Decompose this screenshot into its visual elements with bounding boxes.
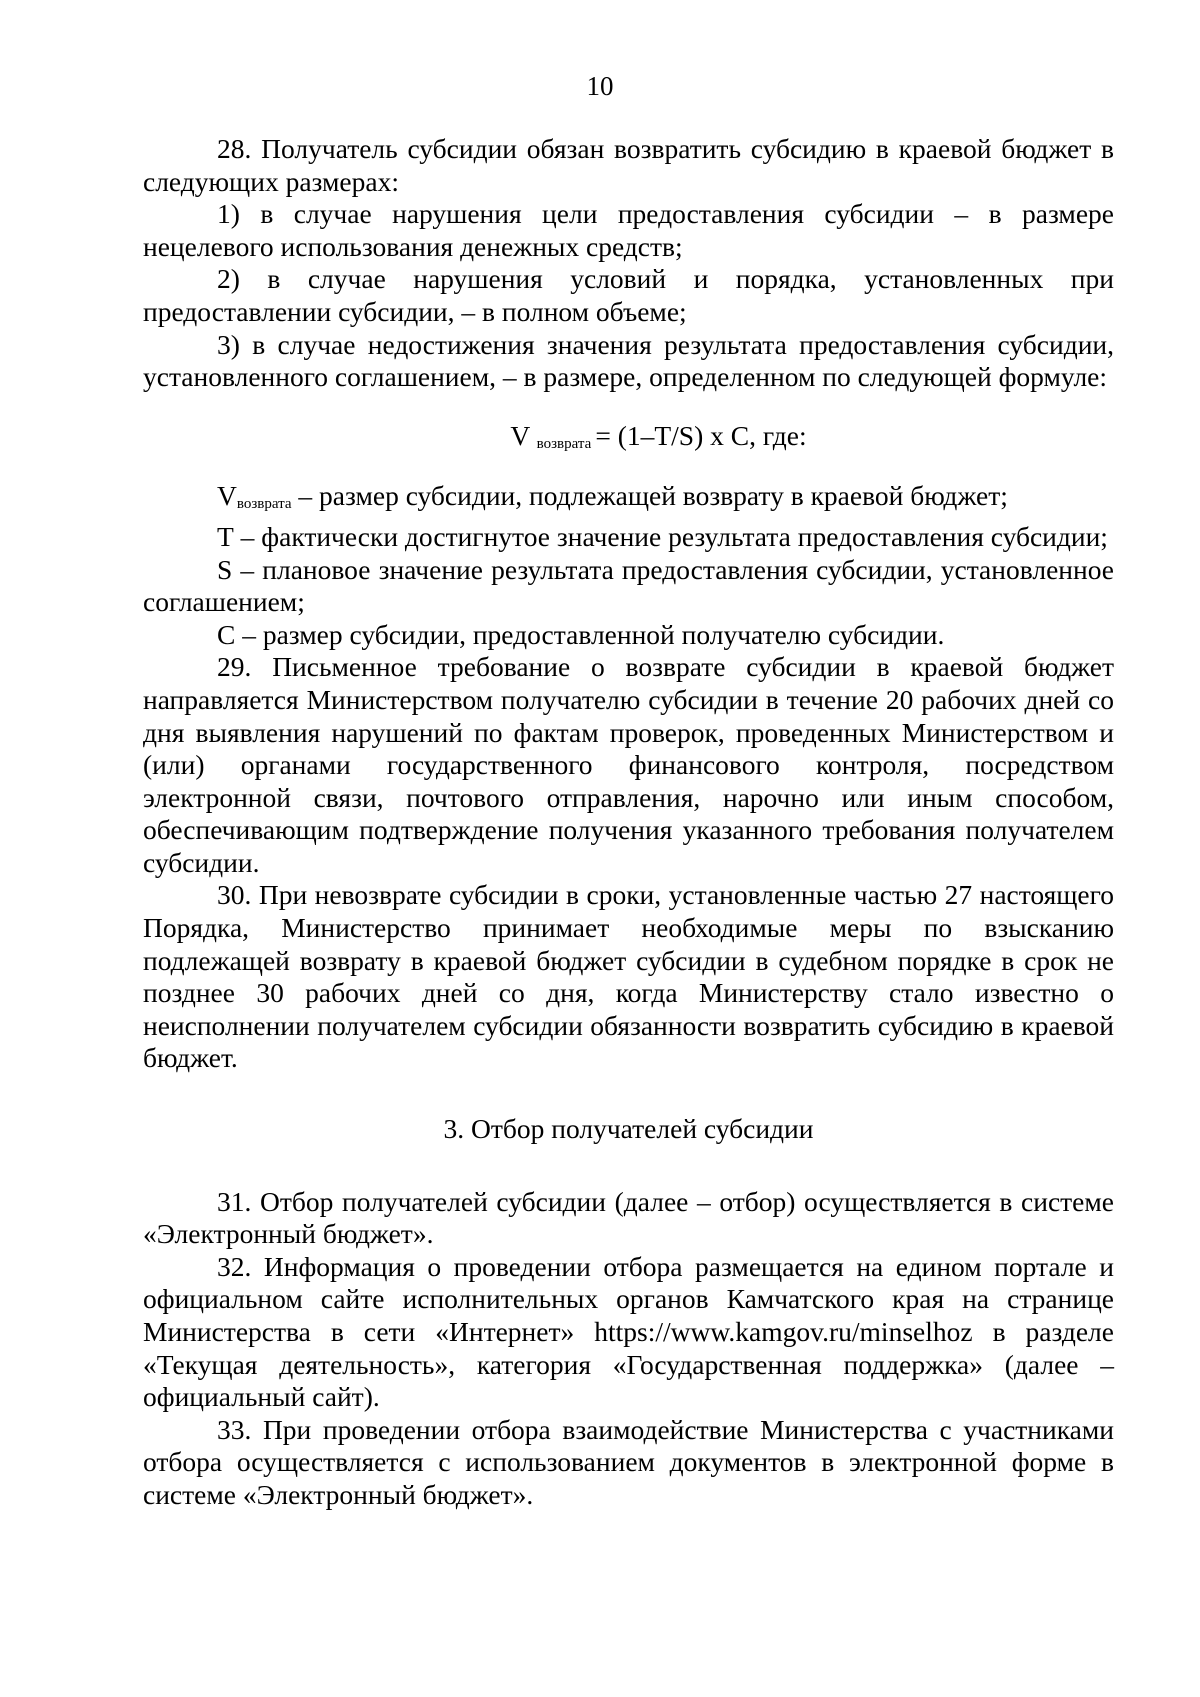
section-title: 3. Отбор получателей субсидии bbox=[443, 1113, 814, 1145]
definition-s: S – плановое значение результата предоставления субсидии, установленное соглашением; bbox=[143, 553, 1114, 618]
formula-expression: = (1–T/S) х С, где: bbox=[595, 419, 807, 451]
page-number: 10 bbox=[586, 71, 614, 101]
formula-subscript: возврата bbox=[536, 435, 592, 452]
paragraph-28-item-3: 3) в случае недостижения значения результата предоставления субсидии, установленного соглашением, – в размере, определенном по следующей формуле: bbox=[143, 328, 1114, 393]
definition-t: Т – фактически достигнутое значение результата предоставления субсидии; bbox=[217, 520, 1108, 552]
definition-v-subscript: возврата bbox=[236, 496, 292, 513]
paragraph-31: 31. Отбор получателей субсидии (далее – отбор) осуществляется в системе «Электронный бюджет». bbox=[143, 1185, 1114, 1250]
paragraph-29: 29. Письменное требование о возврате субсидии в краевой бюджет направляется Министерством получателю субсидии в течение 20 рабочих дней со дня выявления нарушений по фактам проверок, проведенных Министерством и (или) органами государственного финансового контроля, посредством электронной связи, почтового отправления, нарочно или иным способом, обеспечивающим подтверждение получения указанного требования получателем субсидии. bbox=[143, 651, 1114, 878]
definition-v-symbol: V bbox=[217, 480, 237, 512]
paragraph-28-item-2: 2) в случае нарушения условий и порядка, установленных при предоставлении субсидии, – в полном объеме; bbox=[143, 263, 1114, 327]
document-body bbox=[143, 133, 1114, 1512]
definition-v-text: – размер субсидии, подлежащей возврату в краевой бюджет; bbox=[291, 480, 1008, 512]
paragraph-30: 30. При невозврате субсидии в сроки, установленные частью 27 настоящего Порядка, Министерство принимает необходимые меры по взысканию подлежащей возврату в краевой бюджет субсидии в судебном порядке в срок не позднее 30 рабочих дней со дня, когда Министерству стало известно о неисполнении получателем субсидии обязанности возвратить субсидию в краевой бюджет. bbox=[143, 879, 1114, 1074]
paragraph-28: 28. Получатель субсидии обязан возвратить субсидию в краевой бюджет в следующих размерах: bbox=[143, 133, 1114, 197]
refund-formula bbox=[143, 420, 1114, 461]
paragraph-33: 33. При проведении отбора взаимодействие Министерства с участниками отбора осуществляется с использованием документов в электронной форме в системе «Электронный бюджет». bbox=[143, 1413, 1114, 1510]
definition-c: С – размер субсидии, предоставленной получателю субсидии. bbox=[217, 618, 945, 650]
paragraph-32: 32. Информация о проведении отбора размещается на едином портале и официальном сайте исполнительных органов Камчатского края на странице Министерства в сети «Интернет» https://www.kamgov.ru/minselhoz в разделе «Текущая деятельность», категория «Государственная поддержка» (далее – официальный сайт). bbox=[143, 1250, 1114, 1413]
paragraph-28-item-1: 1) в случае нарушения цели предоставления субсидии – в размере нецелевого использования денежных средств; bbox=[143, 198, 1114, 262]
definition-v bbox=[143, 480, 1114, 521]
formula-symbol: V bbox=[510, 419, 530, 451]
